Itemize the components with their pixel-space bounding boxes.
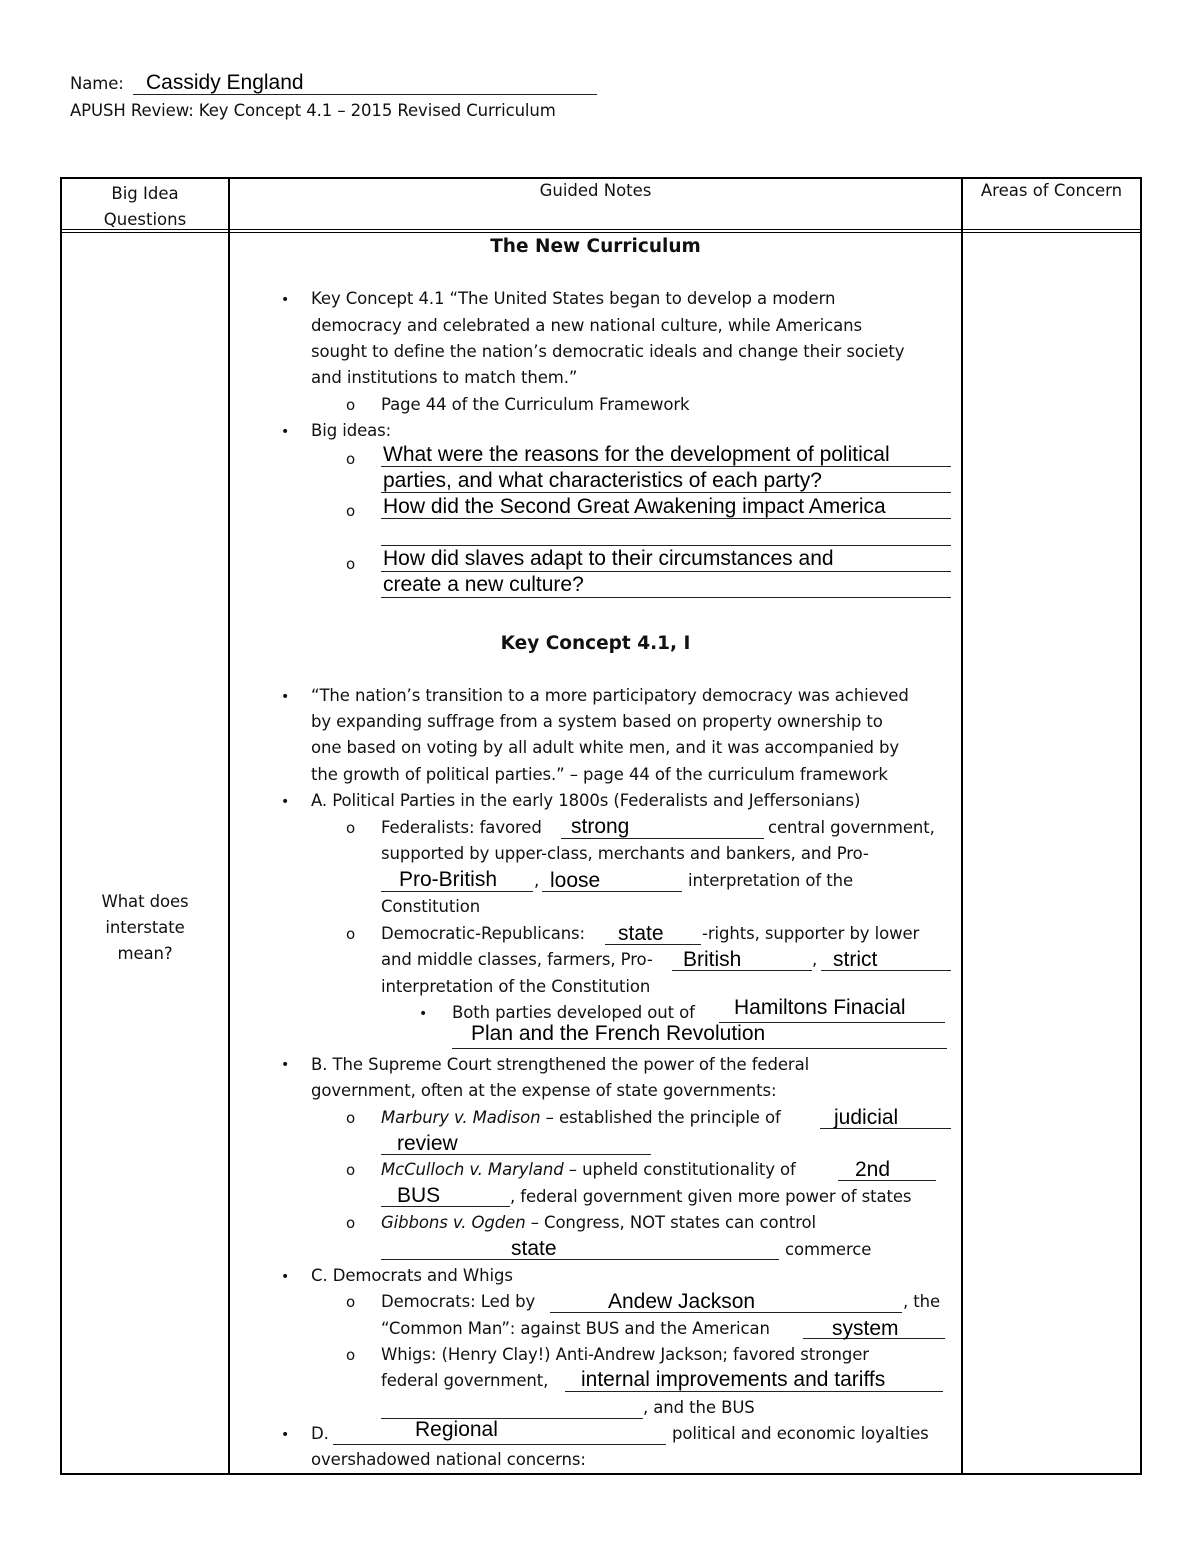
dem-rep-answer-strict[interactable]: strict [833, 948, 878, 971]
answer-line [381, 1259, 779, 1260]
circle-bullet-icon: o [346, 450, 356, 468]
circle-bullet-icon: o [346, 1293, 356, 1311]
democrats-text: , the [903, 1292, 941, 1311]
mcculloch-text: McCulloch v. Maryland – upheld constitutionality of [381, 1160, 796, 1179]
section-title-kc-4-1-i: Key Concept 4.1, I [500, 633, 691, 654]
whigs-text: federal government, [381, 1371, 549, 1390]
mcculloch-answer-bus[interactable]: BUS [397, 1184, 441, 1207]
answer-line [381, 1154, 651, 1155]
mcculloch-answer-2nd[interactable]: 2nd [855, 1158, 891, 1181]
bullet-icon: • [281, 689, 290, 705]
col-header-areas-of-concern: Areas of Concern [980, 181, 1123, 200]
marbury-text: Marbury v. Madison – established the principle of [381, 1108, 781, 1127]
federalists-answer-strong[interactable]: strong [571, 815, 630, 838]
bullet-icon: • [281, 292, 290, 308]
kc-line: Key Concept 4.1 “The United States began to develop a modern [311, 289, 836, 308]
federalists-text: central government, [768, 818, 935, 837]
kc-line: democracy and celebrated a new national culture, while Americans [311, 316, 862, 335]
col-header-guided-notes: Guided Notes [539, 181, 652, 200]
whigs-answer[interactable]: internal improvements and tariffs [581, 1368, 886, 1391]
quote-line: by expanding suffrage from a system based on property ownership to [311, 712, 883, 731]
circle-bullet-icon: o [346, 1214, 356, 1232]
mcculloch-text: , federal government given more power of states [510, 1187, 912, 1206]
gibbons-answer-state[interactable]: state [511, 1237, 557, 1260]
section-d-prefix: D. [311, 1424, 329, 1443]
name-label: Name: [70, 74, 124, 93]
quote-line: “The nation’s transition to a more participatory democracy was achieved [311, 686, 909, 705]
answer-line [381, 466, 951, 467]
circle-bullet-icon: o [346, 396, 356, 414]
big-idea-answer[interactable]: How did the Second Great Awakening impact America [383, 495, 886, 518]
bullet-icon: • [281, 1427, 290, 1443]
circle-bullet-icon: o [346, 1161, 356, 1179]
big-idea-answer[interactable]: parties, and what characteristics of each party? [383, 469, 822, 492]
quote-line: the growth of political parties.” – page 44 of the curriculum framework [311, 765, 888, 784]
dem-rep-answer-british[interactable]: British [683, 948, 742, 971]
section-c-heading: C. Democrats and Whigs [311, 1266, 513, 1285]
bullet-icon: • [281, 424, 290, 440]
circle-bullet-icon: o [346, 555, 356, 573]
bullet-icon: • [419, 1006, 428, 1022]
dem-rep-text: interpretation of the Constitution [381, 977, 651, 996]
comma: , [534, 871, 540, 890]
bullet-icon: • [281, 1057, 290, 1073]
page-subtitle: APUSH Review: Key Concept 4.1 – 2015 Revised Curriculum [70, 101, 556, 120]
name-underline [133, 94, 597, 95]
democrats-text: “Common Man”: against BUS and the American [381, 1319, 770, 1338]
kc-line: and institutions to match them.” [311, 368, 578, 387]
gibbons-text: Gibbons v. Ogden – Congress, NOT states can control [381, 1213, 816, 1232]
democrats-text: Democrats: Led by [381, 1292, 536, 1311]
marbury-answer-review[interactable]: review [397, 1132, 458, 1155]
dem-rep-text: -rights, supporter by lower [702, 924, 920, 943]
answer-line [381, 571, 951, 572]
page-reference: Page 44 of the Curriculum Framework [381, 395, 690, 414]
comma: , [812, 950, 818, 969]
section-a-heading: A. Political Parties in the early 1800s (Federalists and Jeffersonians) [311, 791, 861, 810]
whigs-text: , and the BUS [643, 1398, 755, 1417]
answer-line [381, 518, 951, 519]
bullet-icon: • [281, 1269, 290, 1285]
name-value[interactable]: Cassidy England [146, 71, 304, 94]
big-idea-answer[interactable]: create a new culture? [383, 573, 584, 596]
section-b-text: government, often at the expense of state governments: [311, 1081, 777, 1100]
big-idea-answer[interactable]: How did slaves adapt to their circumstances and [383, 547, 834, 570]
big-idea-answer[interactable]: What were the reasons for the development of political [383, 443, 890, 466]
answer-line [381, 597, 951, 598]
federalists-text: supported by upper-class, merchants and bankers, and Pro- [381, 844, 869, 863]
circle-bullet-icon: o [346, 925, 356, 943]
circle-bullet-icon: o [346, 502, 356, 520]
section-d-answer-regional[interactable]: Regional [415, 1418, 498, 1441]
whigs-text: Whigs: (Henry Clay!) Anti-Andrew Jackson; favored stronger [381, 1345, 869, 1364]
bullet-icon: • [281, 794, 290, 810]
federalists-answer-pro-british[interactable]: Pro-British [399, 868, 498, 891]
quote-line: one based on voting by all adult white men, and it was accompanied by [311, 738, 900, 757]
answer-line [333, 1444, 666, 1445]
col-header-big-idea: Big Idea Questions [103, 184, 187, 229]
marbury-answer-judicial[interactable]: judicial [834, 1106, 899, 1129]
federalists-text: interpretation of the [688, 871, 854, 890]
answer-line [381, 545, 951, 546]
federalists-text: Federalists: favored [381, 818, 542, 837]
answer-line [452, 1048, 947, 1049]
dem-rep-text: and middle classes, farmers, Pro- [381, 950, 653, 969]
dem-rep-answer-state[interactable]: state [618, 922, 664, 945]
circle-bullet-icon: o [346, 819, 356, 837]
circle-bullet-icon: o [346, 1346, 356, 1364]
big-ideas-label: Big ideas: [311, 421, 392, 440]
democrats-answer-system[interactable]: system [832, 1317, 899, 1340]
kc-line: sought to define the nation’s democratic ideals and change their society [311, 342, 905, 361]
section-d-text: political and economic loyalties [672, 1424, 929, 1443]
answer-line [381, 492, 951, 493]
section-title-new-curriculum: The New Curriculum [490, 236, 701, 257]
democrats-answer-jackson[interactable]: Andew Jackson [608, 1290, 756, 1313]
federalists-text: Constitution [381, 897, 481, 916]
circle-bullet-icon: o [346, 1109, 356, 1127]
section-b-heading: B. The Supreme Court strengthened the power of the federal [311, 1055, 810, 1074]
both-parties-text: Both parties developed out of [452, 1003, 695, 1022]
both-parties-answer[interactable]: Hamiltons Finacial [734, 996, 906, 1019]
both-parties-answer[interactable]: Plan and the French Revolution [471, 1022, 766, 1045]
federalists-answer-loose[interactable]: loose [550, 869, 601, 892]
dem-rep-text: Democratic-Republicans: [381, 924, 586, 943]
gibbons-text: commerce [785, 1240, 872, 1259]
section-d-text: overshadowed national concerns: [311, 1450, 586, 1469]
